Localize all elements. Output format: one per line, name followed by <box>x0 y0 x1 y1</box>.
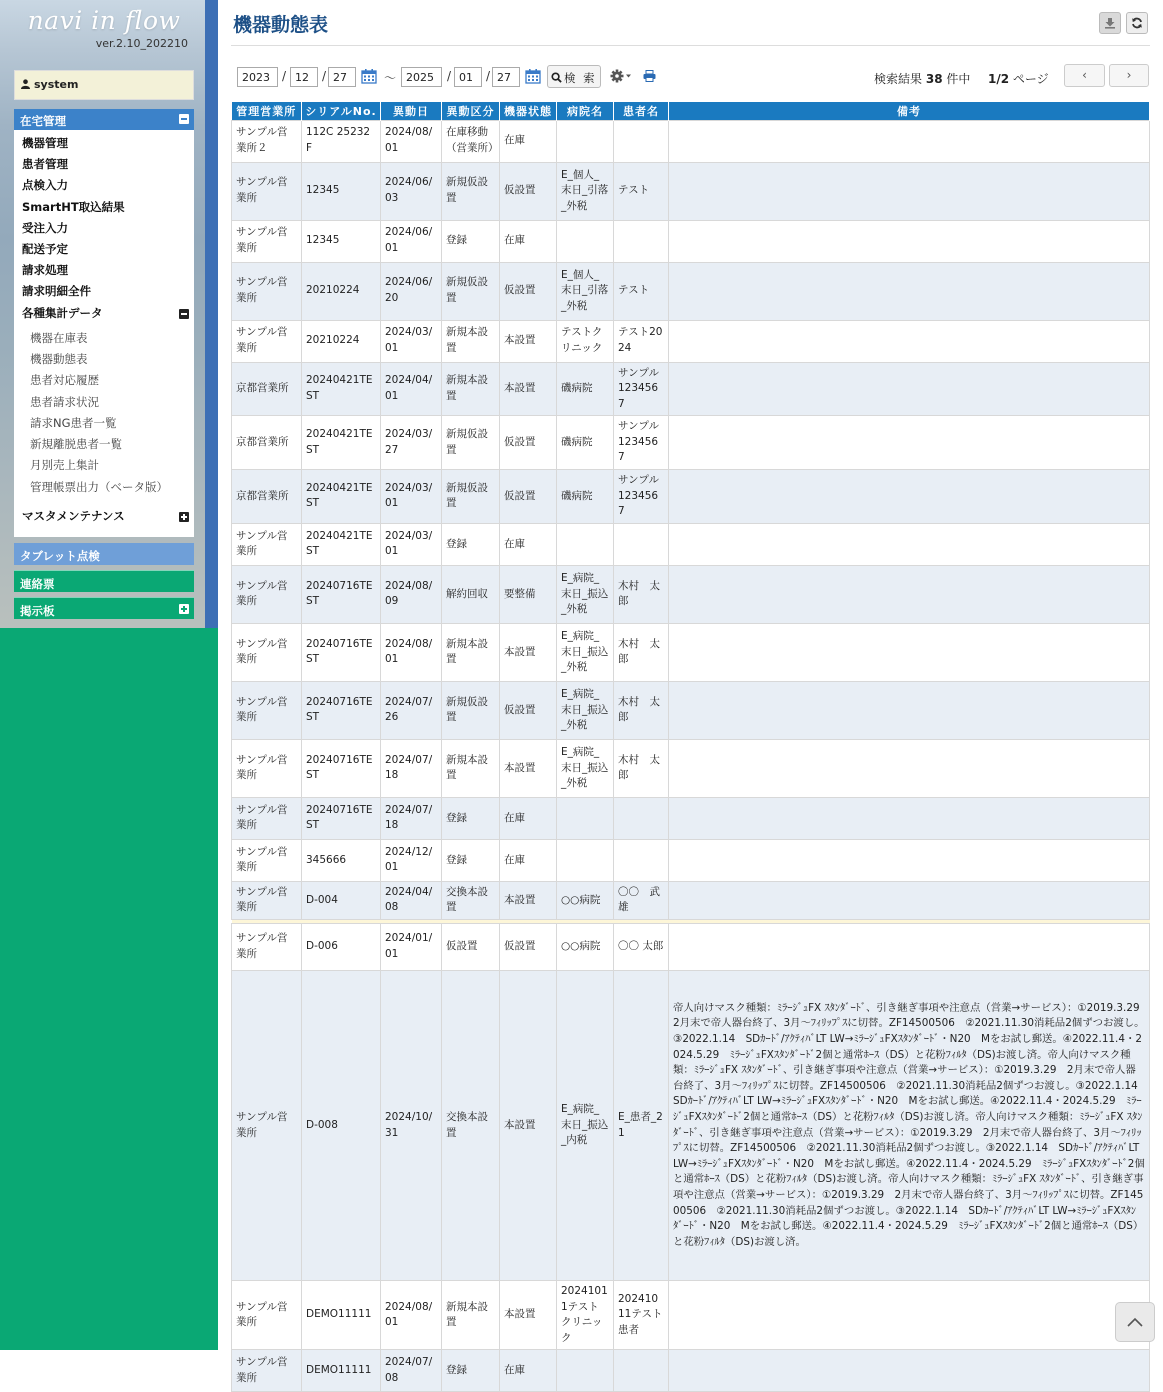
table-row[interactable] <box>232 416 1150 470</box>
download-icon <box>1104 17 1116 29</box>
cell-serial: 112C 25232 F <box>302 120 381 162</box>
user-icon <box>21 79 30 89</box>
menu-contact-label: 連絡票 <box>20 577 55 591</box>
menu-billing-details[interactable]: 請求明細全件 <box>22 284 91 299</box>
cell-date: 2024/08/01 <box>381 1281 442 1350</box>
cell-office: サンプル営業所 <box>232 971 302 1281</box>
refresh-icon <box>1131 17 1143 29</box>
table-row[interactable] <box>232 320 1150 362</box>
page-indicator <box>988 70 1049 87</box>
to-day-input[interactable] <box>492 67 520 87</box>
cell-date: 2024/07/18 <box>381 797 442 839</box>
cell-office: サンプル営業所２ <box>232 120 302 162</box>
table-row[interactable] <box>232 924 1150 971</box>
cell-hospital <box>557 120 614 162</box>
cell-state: 在庫 <box>500 839 557 881</box>
col-serial[interactable]: シリアルNo. <box>302 102 381 120</box>
cell-state: 在庫 <box>500 1350 557 1392</box>
cell-date: 2024/03/01 <box>381 523 442 565</box>
cell-date: 2024/10/31 <box>381 971 442 1281</box>
cell-note <box>669 1350 1150 1392</box>
to-month-input[interactable] <box>454 67 482 87</box>
cell-hospital: E_病院_末日_振込_外税 <box>557 623 614 681</box>
menu-billing[interactable]: 請求処理 <box>22 263 68 278</box>
table-row[interactable] <box>232 1350 1150 1392</box>
cell-date: 2024/06/20 <box>381 262 442 320</box>
cell-state: 本設置 <box>500 881 557 919</box>
chevron-up-icon <box>1127 1317 1143 1327</box>
date-separator: / <box>322 69 327 83</box>
cell-office: サンプル営業所 <box>232 797 302 839</box>
table-row[interactable] <box>232 362 1150 416</box>
cell-date: 2024/07/18 <box>381 739 442 797</box>
cell-serial: 20240716TEST <box>302 797 381 839</box>
menu-reports[interactable] <box>14 303 194 324</box>
cell-note <box>669 881 1150 919</box>
cell-date: 2024/08/01 <box>381 623 442 681</box>
submenu-monthly-sales[interactable]: 月別売上集計 <box>30 458 99 473</box>
cell-kind: 交換本設置 <box>442 881 500 919</box>
cell-state: 本設置 <box>500 739 557 797</box>
cell-office: サンプル営業所 <box>232 623 302 681</box>
cell-kind: 在庫移動（営業所） <box>442 120 500 162</box>
table-row[interactable] <box>232 739 1150 797</box>
cell-serial: 345666 <box>302 839 381 881</box>
cell-state: 仮設置 <box>500 162 557 220</box>
table-row[interactable] <box>232 162 1150 220</box>
date-separator: / <box>486 69 491 83</box>
collapse-icon[interactable] <box>179 309 189 319</box>
cell-date: 2024/04/08 <box>381 881 442 919</box>
cell-kind: 登録 <box>442 839 500 881</box>
cell-hospital: E_病院_末日_振込_外税 <box>557 565 614 623</box>
menu-device-management[interactable]: 機器管理 <box>22 136 68 150</box>
cell-kind: 新規本設置 <box>442 362 500 416</box>
cell-patient: 木村 太郎 <box>614 565 669 623</box>
app-logo[interactable] <box>14 6 194 50</box>
menu-contact-slip[interactable] <box>14 570 194 592</box>
cell-patient <box>614 1350 669 1392</box>
collapse-icon[interactable] <box>179 114 189 124</box>
username: system <box>34 78 79 91</box>
cell-serial: 20240421TEST <box>302 523 381 565</box>
cell-note: 帝人向けマスク種類：ﾐﾗｰｼﾞｭFX ｽﾀﾝﾀﾞｰﾄﾞ、引き継ぎ事項や注意点（営業→サービス）：①2019.3.29 2月末で帝人器台終了、3月～ﾌｨﾘｯﾌﾟｽに切替。ZF14500506 ②2021.11.30消耗品2個ずつお渡し。③2022.1.14 SDｶｰﾄﾞ/ｱｸﾃｨﾊﾞLT LW→ﾐﾗｰｼﾞｭFXｽﾀﾝﾀﾞｰﾄﾞ・N20 Mをお試し郵送。④2022.11.4・2024.5.29 ﾐﾗｰｼﾞｭFXｽﾀﾝﾀﾞｰﾄﾞ2個と通常ﾎｰｽ（DS）と花粉ﾌｨﾙﾀ（DS)お渡し済。帝人向けマスク種類：ﾐﾗｰｼﾞｭFX ｽﾀﾝﾀﾞｰﾄﾞ、引き継ぎ事項や注意点（営業→サービス）：①2019.3.29 2月末で帝人器台終了、3月～ﾌｨﾘｯﾌﾟｽに切替。ZF14500506 ②2021.11.30消耗品2個ずつお渡し。③2022.1.14 SDｶｰﾄﾞ/ｱｸﾃｨﾊﾞLT LW→ﾐﾗｰｼﾞｭFXｽﾀﾝﾀﾞｰﾄﾞ・N20 Mをお試し郵送。④2022.11.4・2024.5.29 ﾐﾗｰｼﾞｭFXｽﾀﾝﾀﾞｰﾄﾞ2個と通常ﾎｰｽ（DS）と花粉ﾌｨﾙﾀ（DS)お渡し済。帝人向けマスク種類：ﾐﾗｰｼﾞｭFX ｽﾀﾝﾀﾞｰﾄﾞ、引き継ぎ事項や注意点（営業→サービス）：①2019.3.29 2月末で帝人器台終了、3月～ﾌｨﾘｯﾌﾟｽに切替。ZF14500506 ②2021.11.30消耗品2個ずつお渡し。③2022.1.14 SDｶｰﾄﾞ/ｱｸﾃｨﾊﾞLT LW→ﾐﾗｰｼﾞｭFXｽﾀﾝﾀﾞｰﾄﾞ・N20 Mをお試し郵送。④2022.11.4・2024.5.29 ﾐﾗｰｼﾞｭFXｽﾀﾝﾀﾞｰﾄﾞ2個と通常ﾎｰｽ（DS）と花粉ﾌｨﾙﾀ（DS)お渡し済。帝人向けマスク種類：ﾐﾗｰｼﾞｭFX ｽﾀﾝﾀﾞｰﾄﾞ、引き継ぎ事項や注意点（営業→サービス）：①2019.3.29 2月末で帝人器台終了、3月～ﾌｨﾘｯﾌﾟｽに切替。ZF14500506 ②2021.11.30消耗品2個ずつお渡し。③2022.1.14 SDｶｰﾄﾞ/ｱｸﾃｨﾊﾞLT LW→ﾐﾗｰｼﾞｭFXｽﾀﾝﾀﾞｰﾄﾞ・N20 Mをお試し郵送。④2022.11.4・2024.5.29 ﾐﾗｰｼﾞｭFXｽﾀﾝﾀﾞｰﾄﾞ2個と通常ﾎｰｽ（DS）と花粉ﾌｨﾙﾀ（DS)お渡し済。 <box>669 971 1150 1281</box>
cell-state: 在庫 <box>500 797 557 839</box>
cell-serial: 20210224 <box>302 262 381 320</box>
cell-office: サンプル営業所 <box>232 924 302 971</box>
cell-kind: 新規仮設置 <box>442 681 500 739</box>
submenu-report-output[interactable]: 管理帳票出力（ベータ版） <box>30 479 168 494</box>
cell-state: 本設置 <box>500 1281 557 1350</box>
cell-note <box>669 320 1150 362</box>
cell-patient <box>614 839 669 881</box>
next-page-button[interactable]: › <box>1109 64 1149 87</box>
cell-state: 在庫 <box>500 523 557 565</box>
settings-gear-icon[interactable] <box>610 69 632 83</box>
submenu-device-movement[interactable]: 機器動態表 <box>30 351 88 366</box>
cell-patient: E_患者_21 <box>614 971 669 1281</box>
device-movement-table <box>231 102 1150 1392</box>
calendar-icon[interactable] <box>525 68 541 84</box>
submenu-billing-ng[interactable]: 請求NG患者一覧 <box>30 415 117 430</box>
cell-state: 本設置 <box>500 320 557 362</box>
cell-patient <box>614 120 669 162</box>
expand-icon[interactable] <box>179 512 189 522</box>
cell-note <box>669 739 1150 797</box>
cell-date: 2024/07/26 <box>381 681 442 739</box>
cell-office: サンプル営業所 <box>232 523 302 565</box>
table-row[interactable] <box>232 120 1150 162</box>
scroll-to-top-button[interactable] <box>1115 1302 1155 1342</box>
cell-serial: 20240421TEST <box>302 470 381 524</box>
cell-serial: 20240716TEST <box>302 623 381 681</box>
cell-office: サンプル営業所 <box>232 262 302 320</box>
result-count: 38 <box>925 72 943 86</box>
col-state[interactable]: 機器状態 <box>500 102 557 120</box>
cell-patient: テスト <box>614 262 669 320</box>
title-divider <box>231 45 1150 46</box>
submenu-device-inventory[interactable]: 機器在庫表 <box>30 330 88 345</box>
calendar-icon[interactable] <box>361 68 377 84</box>
cell-kind: 登録 <box>442 523 500 565</box>
cell-kind: 登録 <box>442 1350 500 1392</box>
cell-kind: 新規仮設置 <box>442 416 500 470</box>
cell-serial: 20240421TEST <box>302 362 381 416</box>
cell-office: サンプル営業所 <box>232 320 302 362</box>
cell-kind: 交換本設置 <box>442 971 500 1281</box>
menu-bulletin-board[interactable] <box>14 597 194 619</box>
cell-office: サンプル営業所 <box>232 565 302 623</box>
cell-kind: 新規本設置 <box>442 1281 500 1350</box>
cell-serial: DEMO11111 <box>302 1281 381 1350</box>
table-row[interactable] <box>232 623 1150 681</box>
menu-board-label: 掲示板 <box>20 604 55 618</box>
cell-state: 本設置 <box>500 971 557 1281</box>
cell-hospital: ○○病院 <box>557 924 614 971</box>
cell-hospital <box>557 797 614 839</box>
search-result-summary <box>874 70 970 87</box>
cell-note <box>669 839 1150 881</box>
cell-date: 2024/08/01 <box>381 120 442 162</box>
cell-serial: 20240421TEST <box>302 416 381 470</box>
table-row[interactable] <box>232 470 1150 524</box>
cell-state: 在庫 <box>500 120 557 162</box>
cell-serial: 20240716TEST <box>302 681 381 739</box>
table-row[interactable] <box>232 523 1150 565</box>
cell-office: サンプル営業所 <box>232 1350 302 1392</box>
cell-state: 本設置 <box>500 623 557 681</box>
cell-patient: サンプル1234567 <box>614 362 669 416</box>
cell-hospital <box>557 220 614 262</box>
cell-serial: D-006 <box>302 924 381 971</box>
menu-reports-label: 各種集計データ <box>22 305 103 320</box>
cell-patient <box>614 220 669 262</box>
cell-kind: 新規仮設置 <box>442 162 500 220</box>
cell-office: サンプル営業所 <box>232 220 302 262</box>
cell-date: 2024/03/01 <box>381 320 442 362</box>
cell-patient: 〇〇 太郎 <box>614 924 669 971</box>
submenu-patient-history[interactable]: 患者対応履歴 <box>30 373 99 388</box>
cell-hospital: 磯病院 <box>557 470 614 524</box>
cell-state: 在庫 <box>500 220 557 262</box>
cell-patient: 木村 太郎 <box>614 681 669 739</box>
col-hospital[interactable]: 病院名 <box>557 102 614 120</box>
cell-patient: サンプル1234567 <box>614 416 669 470</box>
cell-patient: 木村 太郎 <box>614 739 669 797</box>
cell-serial: D-004 <box>302 881 381 919</box>
cell-patient: テスト2024 <box>614 320 669 362</box>
page-title: 機器動態表 <box>233 14 329 36</box>
cell-kind: 登録 <box>442 797 500 839</box>
from-year-input[interactable] <box>237 67 278 87</box>
cell-kind: 新規仮設置 <box>442 470 500 524</box>
download-button[interactable] <box>1099 12 1121 34</box>
cell-kind: 新規本設置 <box>442 623 500 681</box>
cell-serial: 20240716TEST <box>302 739 381 797</box>
result-suffix: 件中 <box>946 72 971 86</box>
cell-note <box>669 924 1150 971</box>
user-box[interactable] <box>14 70 194 100</box>
prev-page-button[interactable]: ‹ <box>1064 64 1105 87</box>
table-header-row <box>232 102 1150 120</box>
to-year-input[interactable] <box>401 67 442 87</box>
cell-hospital: テストクリニック <box>557 320 614 362</box>
menu-master-maintenance[interactable] <box>14 506 194 527</box>
cell-hospital: E_病院_末日_振込_外税 <box>557 681 614 739</box>
cell-office: 京都営業所 <box>232 416 302 470</box>
table-row[interactable] <box>232 881 1150 919</box>
print-icon[interactable] <box>643 70 656 82</box>
col-office[interactable]: 管理営業所 <box>232 102 302 120</box>
page-suffix: ページ <box>1012 72 1049 86</box>
col-date[interactable]: 異動日 <box>381 102 442 120</box>
cell-date: 2024/03/27 <box>381 416 442 470</box>
cell-serial: 12345 <box>302 220 381 262</box>
range-tilde: 〜 <box>384 71 397 85</box>
cell-serial: 20210224 <box>302 320 381 362</box>
cell-note <box>669 262 1150 320</box>
cell-hospital: 20241011テストクリニック <box>557 1281 614 1350</box>
refresh-button[interactable] <box>1126 12 1148 34</box>
cell-hospital <box>557 839 614 881</box>
cell-kind: 仮設置 <box>442 924 500 971</box>
search-button[interactable] <box>547 65 601 88</box>
cell-serial: D-008 <box>302 971 381 1281</box>
from-day-input[interactable] <box>328 67 356 87</box>
submenu-patient-billing[interactable]: 患者請求状況 <box>30 394 99 409</box>
cell-kind: 解約回収 <box>442 565 500 623</box>
table-row[interactable] <box>232 1281 1150 1350</box>
cell-note <box>669 623 1150 681</box>
cell-state: 仮設置 <box>500 924 557 971</box>
logo-text: navi in flow <box>27 6 181 35</box>
cell-office: サンプル営業所 <box>232 739 302 797</box>
cell-date: 2024/07/08 <box>381 1350 442 1392</box>
sidebar-scroll-rail <box>205 0 218 628</box>
cell-note <box>669 162 1150 220</box>
menu-inspection-input[interactable]: 点検入力 <box>22 178 68 193</box>
cell-hospital: E_個人_末日_引落_外税 <box>557 162 614 220</box>
cell-note <box>669 681 1150 739</box>
cell-office: サンプル営業所 <box>232 839 302 881</box>
cell-patient: サンプル1234567 <box>614 470 669 524</box>
cell-date: 2024/01/01 <box>381 924 442 971</box>
cell-hospital: E_個人_末日_引落_外税 <box>557 262 614 320</box>
cell-patient: テスト <box>614 162 669 220</box>
cell-patient: 木村 太郎 <box>614 623 669 681</box>
table-row[interactable] <box>232 565 1150 623</box>
table-row[interactable] <box>232 797 1150 839</box>
col-kind[interactable]: 異動区分 <box>442 102 500 120</box>
cell-hospital <box>557 1350 614 1392</box>
from-month-input[interactable] <box>290 67 318 87</box>
search-icon <box>551 72 562 83</box>
cell-patient: 20241011テスト患者 <box>614 1281 669 1350</box>
col-note[interactable]: 備考 <box>669 102 1150 120</box>
submenu-new-leaving-patients[interactable]: 新規離脱患者一覧 <box>30 437 122 452</box>
cell-hospital: E_病院_末日_振込_外税 <box>557 739 614 797</box>
cell-date: 2024/06/03 <box>381 162 442 220</box>
cell-date: 2024/03/01 <box>381 470 442 524</box>
cell-state: 仮設置 <box>500 470 557 524</box>
cell-hospital: 磯病院 <box>557 416 614 470</box>
cell-kind: 新規本設置 <box>442 739 500 797</box>
cell-serial: DEMO11111 <box>302 1350 381 1392</box>
cell-date: 2024/06/01 <box>381 220 442 262</box>
cell-state: 要整備 <box>500 565 557 623</box>
section-home-care[interactable] <box>14 109 194 130</box>
cell-office: 京都営業所 <box>232 470 302 524</box>
cell-serial: 20240716TEST <box>302 565 381 623</box>
table-row[interactable] <box>232 971 1150 1281</box>
cell-kind: 登録 <box>442 220 500 262</box>
table-row[interactable] <box>232 220 1150 262</box>
col-patient[interactable]: 患者名 <box>614 102 669 120</box>
menu-order-input[interactable]: 受注入力 <box>22 220 68 235</box>
menu-delivery-schedule[interactable]: 配送予定 <box>22 241 68 256</box>
cell-note <box>669 1281 1150 1350</box>
cell-state: 仮設置 <box>500 416 557 470</box>
date-separator: / <box>282 69 287 83</box>
search-button-label: 検 索 <box>564 71 597 85</box>
cell-serial: 12345 <box>302 162 381 220</box>
table-row[interactable] <box>232 681 1150 739</box>
date-separator: / <box>447 69 452 83</box>
sidebar <box>0 0 218 1350</box>
cell-note <box>669 120 1150 162</box>
cell-state: 仮設置 <box>500 262 557 320</box>
menu-tablet-inspection[interactable]: タブレット点検 <box>14 543 194 565</box>
cell-office: サンプル営業所 <box>232 162 302 220</box>
cell-office: サンプル営業所 <box>232 681 302 739</box>
cell-note <box>669 523 1150 565</box>
table-row[interactable] <box>232 262 1150 320</box>
table-row[interactable] <box>232 839 1150 881</box>
menu-master-label: マスタメンテナンス <box>22 509 125 524</box>
cell-kind: 新規仮設置 <box>442 262 500 320</box>
cell-hospital: ○○病院 <box>557 881 614 919</box>
cell-note <box>669 470 1150 524</box>
search-bar <box>231 64 1150 90</box>
home-panel <box>14 109 194 537</box>
cell-office: サンプル営業所 <box>232 1281 302 1350</box>
cell-note <box>669 362 1150 416</box>
cell-date: 2024/04/01 <box>381 362 442 416</box>
cell-date: 2024/08/09 <box>381 565 442 623</box>
cell-note <box>669 797 1150 839</box>
cell-office: 京都営業所 <box>232 362 302 416</box>
cell-office: サンプル営業所 <box>232 881 302 919</box>
cell-hospital: 磯病院 <box>557 362 614 416</box>
version-label: ver.2.10_202210 <box>95 37 188 50</box>
section-home-care-label: 在宅管理 <box>20 114 66 128</box>
cell-note <box>669 220 1150 262</box>
cell-patient: 〇〇 武雄 <box>614 881 669 919</box>
cell-note <box>669 565 1150 623</box>
cell-state: 本設置 <box>500 362 557 416</box>
result-prefix: 検索結果 <box>874 72 923 86</box>
cell-note <box>669 416 1150 470</box>
cell-hospital <box>557 523 614 565</box>
menu-patient-management[interactable]: 患者管理 <box>22 157 68 172</box>
cell-date: 2024/12/01 <box>381 839 442 881</box>
cell-patient <box>614 797 669 839</box>
expand-icon[interactable] <box>179 604 189 614</box>
page-current: 1/2 <box>988 72 1010 86</box>
cell-patient <box>614 523 669 565</box>
menu-smartht-results[interactable]: SmartHT取込結果 <box>22 199 125 214</box>
cell-hospital: E_病院_末日_振込_内税 <box>557 971 614 1281</box>
cell-kind: 新規本設置 <box>442 320 500 362</box>
cell-state: 仮設置 <box>500 681 557 739</box>
